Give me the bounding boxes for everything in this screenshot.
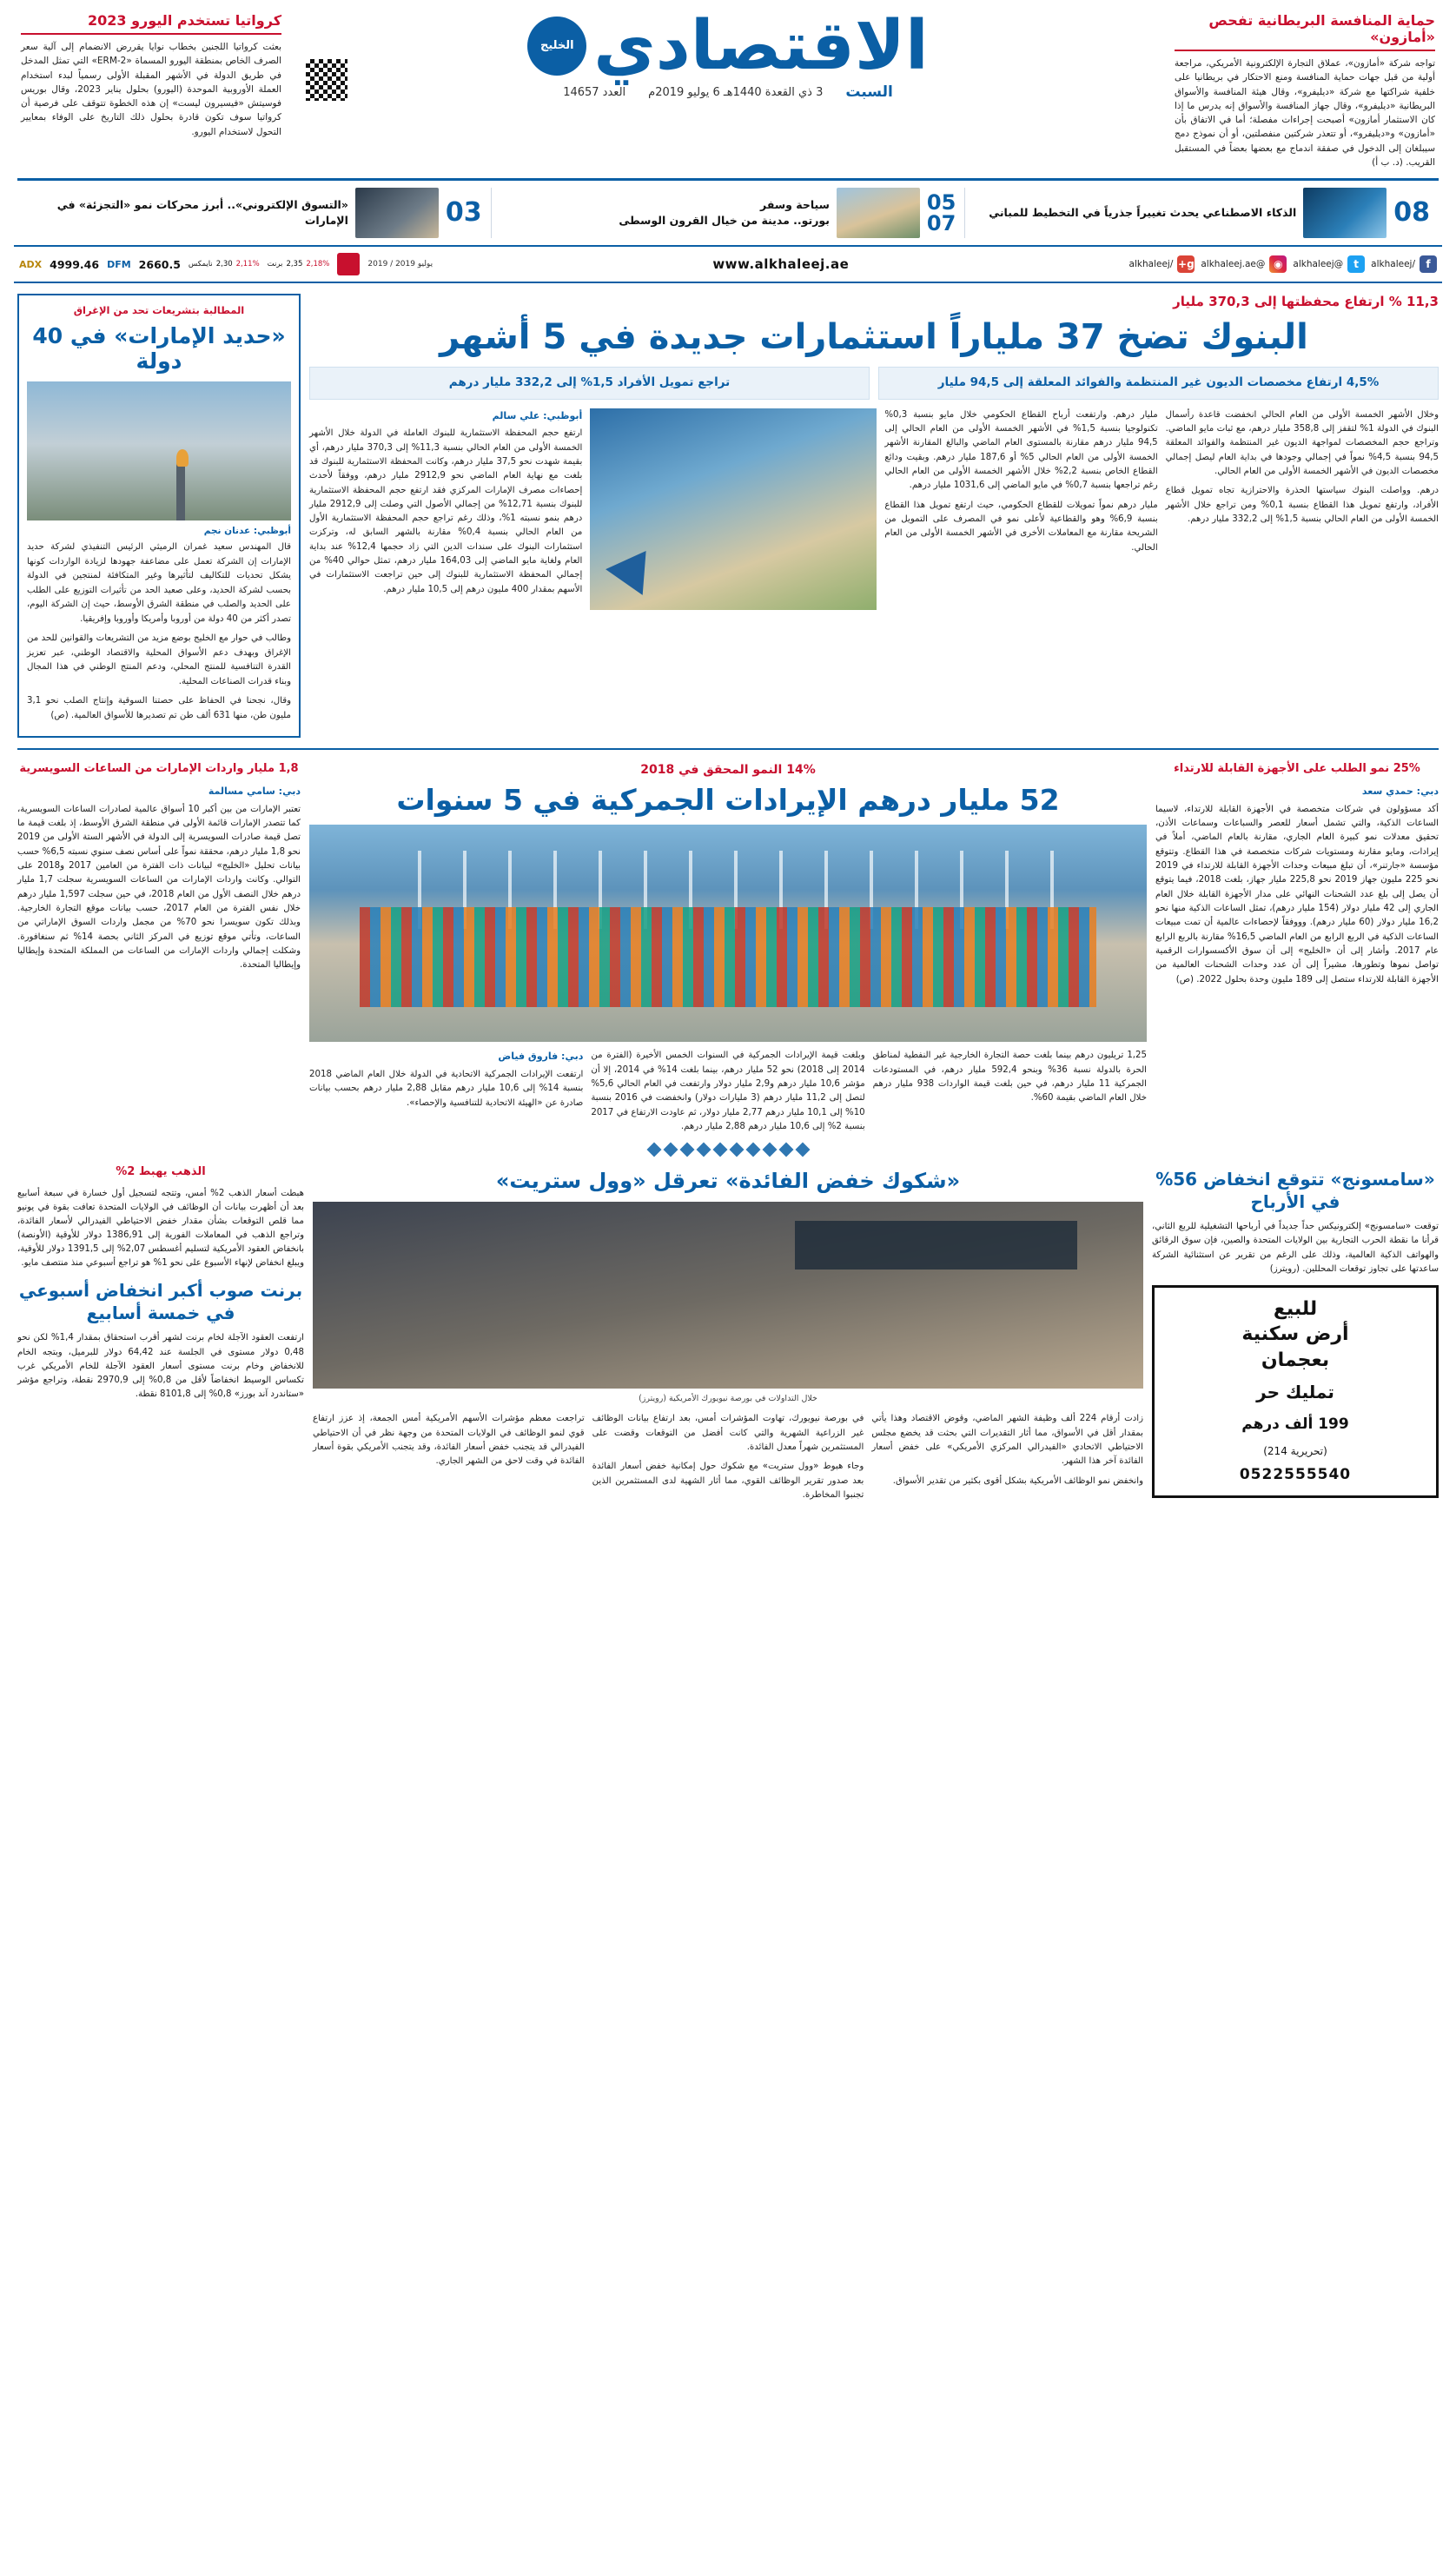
masthead-day: السبت [845, 83, 893, 101]
masthead-issue: العدد 14657 [563, 85, 626, 99]
logo-wordmark: الاقتصادي [593, 7, 929, 85]
lead-photo [590, 408, 877, 610]
lead-col-2 [884, 408, 1157, 610]
trading-screen-icon [795, 1221, 1077, 1270]
lead-col-3 [1166, 408, 1439, 610]
growth-arrow-icon [606, 538, 665, 595]
customs-body [309, 1049, 1147, 1134]
instagram-handle: @alkhaleej.ae [1201, 259, 1266, 270]
devices-byline: دبي: حمدي سعد [1361, 786, 1439, 798]
teaser-thumbnail-portrait [355, 188, 439, 238]
lead-para: مليار درهم. وارتفعت أرباح القطاع الحكومي خلال مايو بنسبة 0,3% تكنولوجيا بنسبة 1,5% في الأشهر الخمسة الأولى من العام الحالي إلى 94,5 مليار درهم مقارنة بالمستوى العام الماضي والبالغ المقارنة الأشهر الخمسة الأولى من العام الحالي 5% أو 187,6 مليار درهم. وبقيت ودائع القطاع الخاص بنسبة 2,2% خلال الأشهر الخمسة الأولى من العام الحالي رغم تراجعها بنسبة 0,7% في مايو الماضي إلى 1031,6 مليار درهم. [884, 409, 1158, 491]
samsung-text: توقعت «سامسونج» إلكترونيكس حداً جديداً في أرباحها التشغيلية للربع الثاني، قرأنا ما نقطة الحرب التجارية بين الولايات المتحدة والصين، فإن سوق الرقائق والهواتف الذكية العالمية، وذلك على الرغم من تقرير عن استثنائية الشركة ساعدتها على تجاوز توقعات المحللين. (رويترز) [1152, 1222, 1439, 1274]
wallstreet-col-1 [313, 1412, 585, 1502]
teaser-item[interactable] [17, 188, 492, 238]
masthead-center [295, 7, 1161, 101]
plant-tower-icon [176, 460, 185, 520]
classified-ad[interactable] [1152, 1285, 1439, 1498]
lead-story [309, 294, 1439, 738]
lead-para: ارتفع حجم المحفظة الاستثمارية للبنوك العاملة في الدولة خلال الأشهر الخمسة الأولى من العام الحالي بنسبة 11,3% إلى 370,3 مليار درهم، أي بقيمة شهدت نحو 37,5 مليار درهم، وكانت المحفظة الاستثمارية للبنوك قد بلغت مع نهاية العام الماضي نحو 2912,9 مليار درهم، ووفقاً لأحدث إحصاءات مصرف الإمارات المركزي فقد ارتفع حجم المحفظة الاستثمارية للبنوك بنسبة 12,71% من إجمالي الأصول التي وصلت إلى 2912,9 مليار درهم بنمو نسبته 1%، وذلك رغم تراجع حجم المحفظة الاستثمارية الأول من العام الحالي بنسبة 0,4% مقارنة بالشهر السابق له، وتركزت استثمارات البنوك على سندات الدين التي زاد حجمها 12,4% عند بداية العام ولغاية مايو الماضي إلى 164,03 مليار درهم، تمثل حوالي 40% من إجمالي المحفظة الاستثمارية للبنوك إلى حين تراجعت الاستثمارات في الأسهم بمقدار 400 مليون درهم إلى 10,5 مليار درهم. [309, 428, 583, 594]
wallstreet-para: زادت أرقام 224 ألف وظيفة الشهر الماضي، وقوض الاقتصاد وهذا يأتي بمقدار أقل في الأسواق، مما أثار التقديرات التي بحثت قد يخضع مجلس الاحتياطي الاتحادي «الفيدرالي المركزي الأمريكي» على خفض أسعار الفائدة آخر هذا الشهر. [871, 1414, 1143, 1467]
customs-col-2 [591, 1049, 864, 1134]
googleplus-handle: /alkhaleej [1128, 259, 1174, 270]
gold-kicker: الذهب يهبط 2% [116, 1165, 206, 1179]
brent-text: ارتفعت العقود الآجلة لخام برنت لشهر أقرب استحقاق بمقدار 1,4% لكن نحو 0,48 دولار مستوى في الجلسة عند 64,42 دولار للبرميل، وبتجه الخام للانخفاض وخام برنت مستوى أسعار العقود الآجلة للخام الأمريكي غرب تكساس الوسيط انخفاضاً لأقل من 0,8% إلى 2970,9 نقطة، وتراجع مؤشر «ستاندرد آند بورز» 0,8% إلى 8101,8 نقطة. [17, 1333, 304, 1399]
teaser-page-number: 05 07 [926, 190, 956, 236]
lead-kicker-row [309, 294, 1439, 309]
lead-kicker: 11,3 % ارتفاع محفظتها إلى 370,3 مليار [1173, 294, 1439, 310]
googleplus-icon: g+ [1177, 255, 1195, 273]
dfm-label: DFM [107, 258, 131, 270]
left-brief-headline: حماية المنافسة البريطانية تفحص «أمازون» [1175, 12, 1435, 51]
brent-value: 2,35 [286, 260, 303, 269]
side-story-steel [17, 294, 301, 738]
wallstreet-body [313, 1412, 1143, 1502]
masthead [14, 0, 1442, 169]
social-market-bar [14, 247, 1442, 283]
dfm-index-value: 2660.5 [138, 257, 181, 271]
market-ticker [19, 253, 433, 275]
teaser-thumbnail-city [837, 188, 920, 238]
steel-kicker: المطالبة بتشريعات تحد من الإغراق [73, 304, 245, 317]
gold-text: هبطت أسعار الذهب 2% أمس، وتتجه لتسجيل أول خسارة في سبعة أسابيع بعد أن أظهرت بيانات أن الوظائف في الولايات المتحدة تعافت بقوة في يونيو مما قلص التوقعات بشأن مقدار خفض الاحتياطي الفيدرالي لأسعار الفائدة، وتراجع الذهب في المعاملات الفورية إلى 1386,91 دولار للأوقية (الأونصة) بانخفاض العقود الأمريكية لتسليم أغسطس 2,07% إلى 1391,5 دولار للأوقية، ويبلغ انخفاض لإنهاء الأسبوع على نحو 1% هو تراجع أسبوعي منذ منتصف مايو. [17, 1188, 305, 1269]
customs-byline: دبي: فاروق فياض [498, 1051, 584, 1063]
samsung-headline: «سامسونج» تتوقع انخفاض 56% في الأرباح [1155, 1169, 1435, 1213]
devices-text: أكد مسؤولون في شركات متخصصة في الأجهزة القابلة للارتداء، لاسيما الساعات الذكية، والتي تشمل أسعار للعصر والسباعات وسماعات الأذن، تحقيق معدلات نمو كبيرة العام الجاري، مقارنة بالعام الماضي، أملاً في إيرادات، ومايو مقارنة ومستويات شركات متخصصة في هذا القطاع. وتتوقع مؤسسة «جارتنر»، أن تبلغ مبيعات وحدات الأجهزة القابلة للارتداء في 2019 نحو 225 مليون جهاز 2019 نحو 225,8 مليار جهاز، بلغت 2018، فيما يتوقع أن يصل إلى بلغ عدد الشحنات النهائي على مدار الأجهزة القابلة خلال العام الجاري إلى 42 مليار دولار (154 مليار درهم)، تمثل الساعات الذكية منها نحو 16,2 مليار دولار (60 مليار درهم). وووفقاً لإحصاءات عالمية أن تمت مبيعات الساعات الذكية في الربع الرابع من العام الماضي 16,5% مقارنة بالربع الرابع عام 2017. وأشار إلى أن «الخليج» إلى أن سوق الأكسسوارات الرقمية تواصل نموها وتطورها، مشيراً إلى أن عدد وحدات الشحنات العالمية من الأجهزة القابلة للارتداء ستصل إلى 189 مليون وحدة بحلول 2022. (ص) [1155, 804, 1439, 984]
instagram-icon: ◉ [1269, 255, 1287, 273]
customs-para: وبلغت قيمة الإيرادات الجمركية في السنوات الخمس الأخيرة (الفترة من 2014 إلى 2018) نحو 52 مليار درهم، بينما بلغت 14% في 2014، إلا أن مؤشر 10,6 مليار درهم و2,9 مليار دولار وارتفعت في العام الحالي 5,6% لتصل إلى 11,2 مليار درهم (3 مليارات دولار) وانخفضت في 2016 بنسبة 10% إلى 10,1 مليار درهم 2,77 مليار دولار، ثم عاودت الارتفاع في 2017 بنسبة 2% إلى 10,6 مليار درهم 2,88 مليار درهم. [591, 1051, 865, 1131]
customs-col-3 [873, 1049, 1147, 1134]
wallstreet-photo [313, 1202, 1143, 1389]
wallstreet-col-2 [592, 1412, 864, 1502]
shipping-containers-icon [360, 907, 1096, 1007]
facebook-handle: /alkhaleej [1371, 259, 1415, 270]
logo-badge: الخليج [527, 17, 586, 76]
lead-col-1 [309, 408, 582, 610]
teaser-text: الذكاء الاصطناعي يحدث تغييراً جذرياً في التخطيط للمباني [989, 206, 1297, 220]
steel-para: قال المهندس سعيد غمران الرميثي الرئيس التنفيذي لشركة حديد الإمارات إن الشركة تعمل على مضاعفة جهودها لزيادة الواردات كونها يشكل تحديات للتكاليف لتأثيرها وغير المتكافئة لمنتجين في الدولة بحسب لشركة الحديد، وعلى صعيد الحد من تأثيرات التوزيع على الطلب على الحديد والصلب في منطقة الشرق الأوسط، حيث إن الشركة اليوم، تصدر أكثر من 40 دولة من أوروبا وأمريكا وأوروبا وإفريقيا. [27, 542, 291, 624]
wallstreet-story [313, 1163, 1143, 1502]
devices-kicker: 25% نمو الطلب على الأجهزة القابلة للارتداء [1174, 762, 1420, 776]
main-content [14, 283, 1442, 738]
masthead-date: 3 ذي القعدة 1440هـ 6 يوليو 2019م [648, 85, 824, 99]
left-brief-text: تواجه شركة «أمازون»، عملاق التجارة الإلكترونية الأمريكي، مراجعة أولية من قبل جهات حماية المنافسة ومنع الاحتكار في بريطانيا على خلفية شراكتها مع شركة «ديليفرو»، وقال هيئة المنافسة والأسواق البريطانية «ديليفرو»، وقال جهاز المنافسة والأسواق إنه يدرس ما إذا كان الاستثمار أمازون» أصبحت إجراءات مفصلة؛ أما في الاتفاق بأن «أمازون» و«ديليفرو»، أو تتعذر شركتين منفصلتين، أو أن نموذج دمج سيبلغان إلى الدخول في صفقة اندماج مع بعضها بعضاً في المستقبل القريب. (د. ب أ) [1175, 58, 1435, 168]
ad-line-1: للبيع أرض سكنية بعجمان [1241, 1297, 1349, 1372]
teaser-item[interactable] [492, 188, 966, 238]
social-link-instagram[interactable] [1201, 255, 1287, 273]
website-url[interactable]: www.alkhaleej.ae [712, 256, 850, 273]
steel-byline: أبوظبي: عدنان نجم [203, 526, 291, 537]
customs-photo [309, 825, 1147, 1042]
steel-para: وقال، نجحنا في الحفاظ على حصتنا السوقية وإنتاج الصلب نحو 3,1 مليون طن، منها 631 ألف طن تم تصديرها للأسواق العالمية. (ص) [27, 696, 291, 720]
right-brief-text: بعثت كرواتيا اللجنين بخطاب نوايا يقررض الانضمام إلى آلية سعر الصرف الخاص بمنطقة اليورو المسماة «ERM-2» التي تمثل المدخل في طريق الدولة في الأشهر المقبلة الأولى رسمياً لبدء استخدام العملة الأوروبية الموحدة (اليورو) بحلول يناير 2023، وقال بوريس فوسيتش «فيسيرون ليست» إن هذه الخطوة تتوقف على فرصية أن كرواتيا سوف تكون قادرة بحلول ذلك التاريخ على الوفاء بمعايير التحول لاستخدام اليورو. [21, 42, 281, 137]
social-links [1129, 255, 1437, 273]
wallstreet-caption: خلال التداولات في بورصة نيويورك الأمريكية (رويترز) [639, 1394, 817, 1404]
customs-para: ارتفعت الإيرادات الجمركية الاتحادية في الدولة خلال العام الماضي 2018 بنسبة 14% إلى 10,6 مليار درهم مقابل 2,88 مليار درهم بحسب بيانات صادرة عن «الهيئة الاتحادية للتنافسية والإحصاء». [309, 1070, 584, 1108]
section-customs [14, 760, 1442, 1134]
customs-para: 1,25 تريليون درهم بينما بلغت حصة التجارة الخارجية غير النفطية لمناطق الحرة بالدولة نسبة 36% وبنحو 592,4 مليار درهم، في المستودعات الجمركية 11 مليار درهم، في حين بلغت قيمة الواردات 938 مليار درهم خلال العام الماضي بقيمة 60%. [872, 1051, 1148, 1104]
samsung-story [1152, 1163, 1439, 1502]
wallstreet-para: في بورصة نيويورك، تهاوت المؤشرات أمس، بعد ارتفاع بيانات الوظائف غير الزراعية الشهرية والتي كانت أفضل من التوقعات وقضت على المستثمرين شهراً معدل الفائدة. [592, 1414, 864, 1453]
wallstreet-col-3 [871, 1412, 1143, 1502]
logo[interactable] [295, 7, 1161, 85]
ticker-date: يوليو 2019 / 2019 [367, 260, 433, 269]
ad-price: 199 ألف درهم [1241, 1415, 1349, 1434]
social-link-twitter[interactable] [1293, 255, 1365, 273]
brent-headline: برنت صوب أكبر انخفاض أسبوعي في خمسة أسابيع [18, 1280, 303, 1324]
lead-byline: أبوظبي: علي سالم [492, 409, 583, 421]
wallstreet-para: وانخفض نمو الوظائف الأمريكية بشكل أقوى بكثير من تقدير الأسواق. [892, 1475, 1143, 1486]
lead-subhead: تراجع تمويل الأفراد 1,5% إلى 332,2 مليار درهم [309, 367, 870, 400]
lead-para: وخلال الأشهر الخمسة الأولى من العام الحالي انخفضت قاعدة رأسمال البنوك في الدولة 1% لتقفز إلى 358,8 مليار درهم، مع ثبات مايو الماضي. وتراجع حجم المخصصات لمواجهة الديون غير المنتظمة والفوائد المعلقة 94,5 بنسبة 4,5% نمواً في إجمالي وجودها في بداية العام ليصل إجمالي مخصصات الديون في الأشهر الخمسة الأولى من العام الحالي. [1165, 409, 1439, 476]
lead-para: مليار درهم نمواً تمويلات للقطاع الحكومي، حيث ارتفع تمويل هذا القطاع بنسبة 6,9% وهو والقطاعية لأعلى نمو في المصرف على التمويل من الشريحة مقارنة مع المعاملات الأخرى في الأشهر الخمسة الأولى من العام الحالي. [884, 500, 1158, 553]
watches-text: تعتبر الإمارات من بين أكبر 10 أسواق عالمية لصادرات الساعات السويسرية، كما تتصدر الإمارات قائمة الأولى في منطقة الشرق الأوسط، إذ بلغت قيمة ما تصل قيمة صادرات السويسرية إلى الدولة في الأشهر الستة الأولى من 2019 نحو 1,8 مليار درهم، محققة نمواً على أساس نصف سنوي نسبته 6,5% حسب بيانات تحليل «الخليج» لبيانات ذات الفترة من العامين 2017 و2018 على التوالي. وكانت واردات الإمارات من الساعات السويسرية سجلت 1,7 مليار درهم خلال النصف الأول من العام 2018، في حين سجلت 1,597 مليار درهم خلال نفس الفترة من العام 2017، حسب بيانات موقع التجارة الخارجية. وبذلك تكون سويسرا نحو 70% من مجمل واردات السوق الإماراتي من الساعات، وتأتي موقع توزيع في المركز الثاني بحصة 14% ثم سنغافورة. وشكلت إجمالي واردات الإمارات من الساعات من المملكة المتحدة وإيطاليا وإيطاليا المتحدة. [17, 804, 301, 971]
steel-box [17, 294, 301, 738]
lead-para: درهم. وواصلت البنوك سياستها الحذرة والاحترازية تجاه تمويل قطاع الأفراد، وارتفع تمويل هذا القطاع بنسبة 0,1% ومن تراجع خلال الأشهر الخمسة الأولى من العام الحالي بنسبة 1,5% إلى 332,2 مليار درهم. [1165, 486, 1439, 524]
masthead-left-brief [1175, 12, 1435, 169]
section-divider [17, 748, 1439, 750]
ad-phone[interactable]: 0522555540 [1239, 1466, 1352, 1484]
brent-pct: 2,18% [306, 260, 330, 269]
watches-story [17, 760, 301, 1134]
lead-subheads [309, 367, 1439, 400]
facebook-icon: f [1420, 255, 1437, 273]
steel-photo [27, 381, 291, 520]
wallstreet-headline: «شكوك خفض الفائدة» تعرقل «وول ستريت» [495, 1169, 961, 1194]
adx-logo [19, 253, 42, 275]
section-markets [14, 1163, 1442, 1502]
customs-col-1 [309, 1049, 583, 1134]
qr-code-icon [304, 57, 349, 103]
social-link-facebook[interactable] [1371, 255, 1437, 273]
brent-label: برنت [267, 260, 283, 269]
masthead-right-brief [21, 12, 281, 139]
steel-headline: «حديد الإمارات» في 40 دولة [32, 323, 286, 375]
right-brief-headline: كرواتيا تستخدم اليورو 2023 [21, 12, 281, 35]
adx-index-value: 4999.46 [50, 257, 100, 271]
teaser-strip [14, 181, 1442, 247]
teaser-text: «التسوق الإلكتروني».. أبرز محركات نمو «التجزئة» في الإمارات [56, 198, 348, 228]
lead-body [309, 408, 1439, 610]
twitter-icon: t [1347, 255, 1365, 273]
teaser-item[interactable] [965, 188, 1439, 238]
flame-icon [176, 449, 189, 467]
wallstreet-para: وجاء هبوط «وول ستريت» مع شكوك حول إمكانية خفض أسعار الفائدة بعد صدور تقرير الوظائف القوي، مما أثار الشهية لدى المستثمرين الذين تجنبوا المخاطرة. [592, 1462, 864, 1501]
customs-story [309, 760, 1147, 1134]
customs-headline: 52 مليار درهم الإيرادات الجمركية في 5 سنوات [396, 783, 1060, 818]
social-link-googleplus[interactable] [1129, 255, 1195, 273]
twitter-handle: @alkhaleej [1293, 259, 1344, 270]
steel-para: وطالب في حوار مع الخليج بوضع مزيد من التشريعات والقوانين للحد من الإغراق وبهدف دعم الأسواق المحلية والاقتصاد الوطني، عبر تعزيز القدرة التنافسية للمنتج المحلي، ودعم المنتج الوطني في هذا المجال وبناء قدرات الصناعات المحلية. [27, 633, 291, 686]
dfm-logo [107, 253, 131, 275]
lead-headline: البنوك تضخ 37 ملياراً استثمارات جديدة في 5 أشهر [440, 317, 1308, 358]
devices-story [1155, 760, 1439, 1134]
teaser-text: سياحة وسفر بورتو.. مدينة من خيال القرون الوسطى [619, 198, 830, 228]
teaser-page-number: 08 [1393, 197, 1430, 229]
ad-ref: (تحريرية 214) [1263, 1445, 1327, 1458]
watches-byline: دبي: سامي مسالمة [208, 786, 301, 798]
customs-kicker: 14% النمو المحقق في 2018 [640, 763, 816, 778]
wallstreet-para: تراجعت معظم مؤشرات الأسهم الأمريكية أمس الجمعة، إذ عزز ارتفاع قوي لنمو الوظائف في الولايات المتحدة من وجهة نظر في أن الاحتياطي الفيدرالي قد يتجنب خفض أسعار الفائدة، وقد يتجنب الأمريكي بقوة أسعار الفائدة في وقت لاحق من الشهر الجاري. [312, 1414, 585, 1467]
oil-nymex [189, 260, 260, 268]
oil-barrel-icon [337, 253, 360, 275]
diamond-divider [14, 1144, 1442, 1155]
teaser-thumbnail-ai [1303, 188, 1387, 238]
nymex-value: 2,30 [215, 260, 233, 269]
ad-line-2: تمليك حر [1256, 1381, 1334, 1402]
watches-kicker: 1,8 مليار واردات الإمارات من الساعات السويسرية [19, 762, 299, 776]
adx-label: ADX [19, 258, 43, 270]
nymex-label: نايمكس [188, 260, 213, 269]
masthead-dateline-row [295, 83, 1161, 101]
commodities-column [17, 1163, 304, 1502]
teaser-page-number: 03 [445, 197, 482, 229]
nymex-pct: 2,11% [235, 260, 260, 269]
lead-subhead: 4,5% ارتفاع مخصصات الديون غير المنتظمة والفوائد المعلقة إلى 94,5 مليار [878, 367, 1439, 400]
oil-brent [268, 260, 330, 268]
